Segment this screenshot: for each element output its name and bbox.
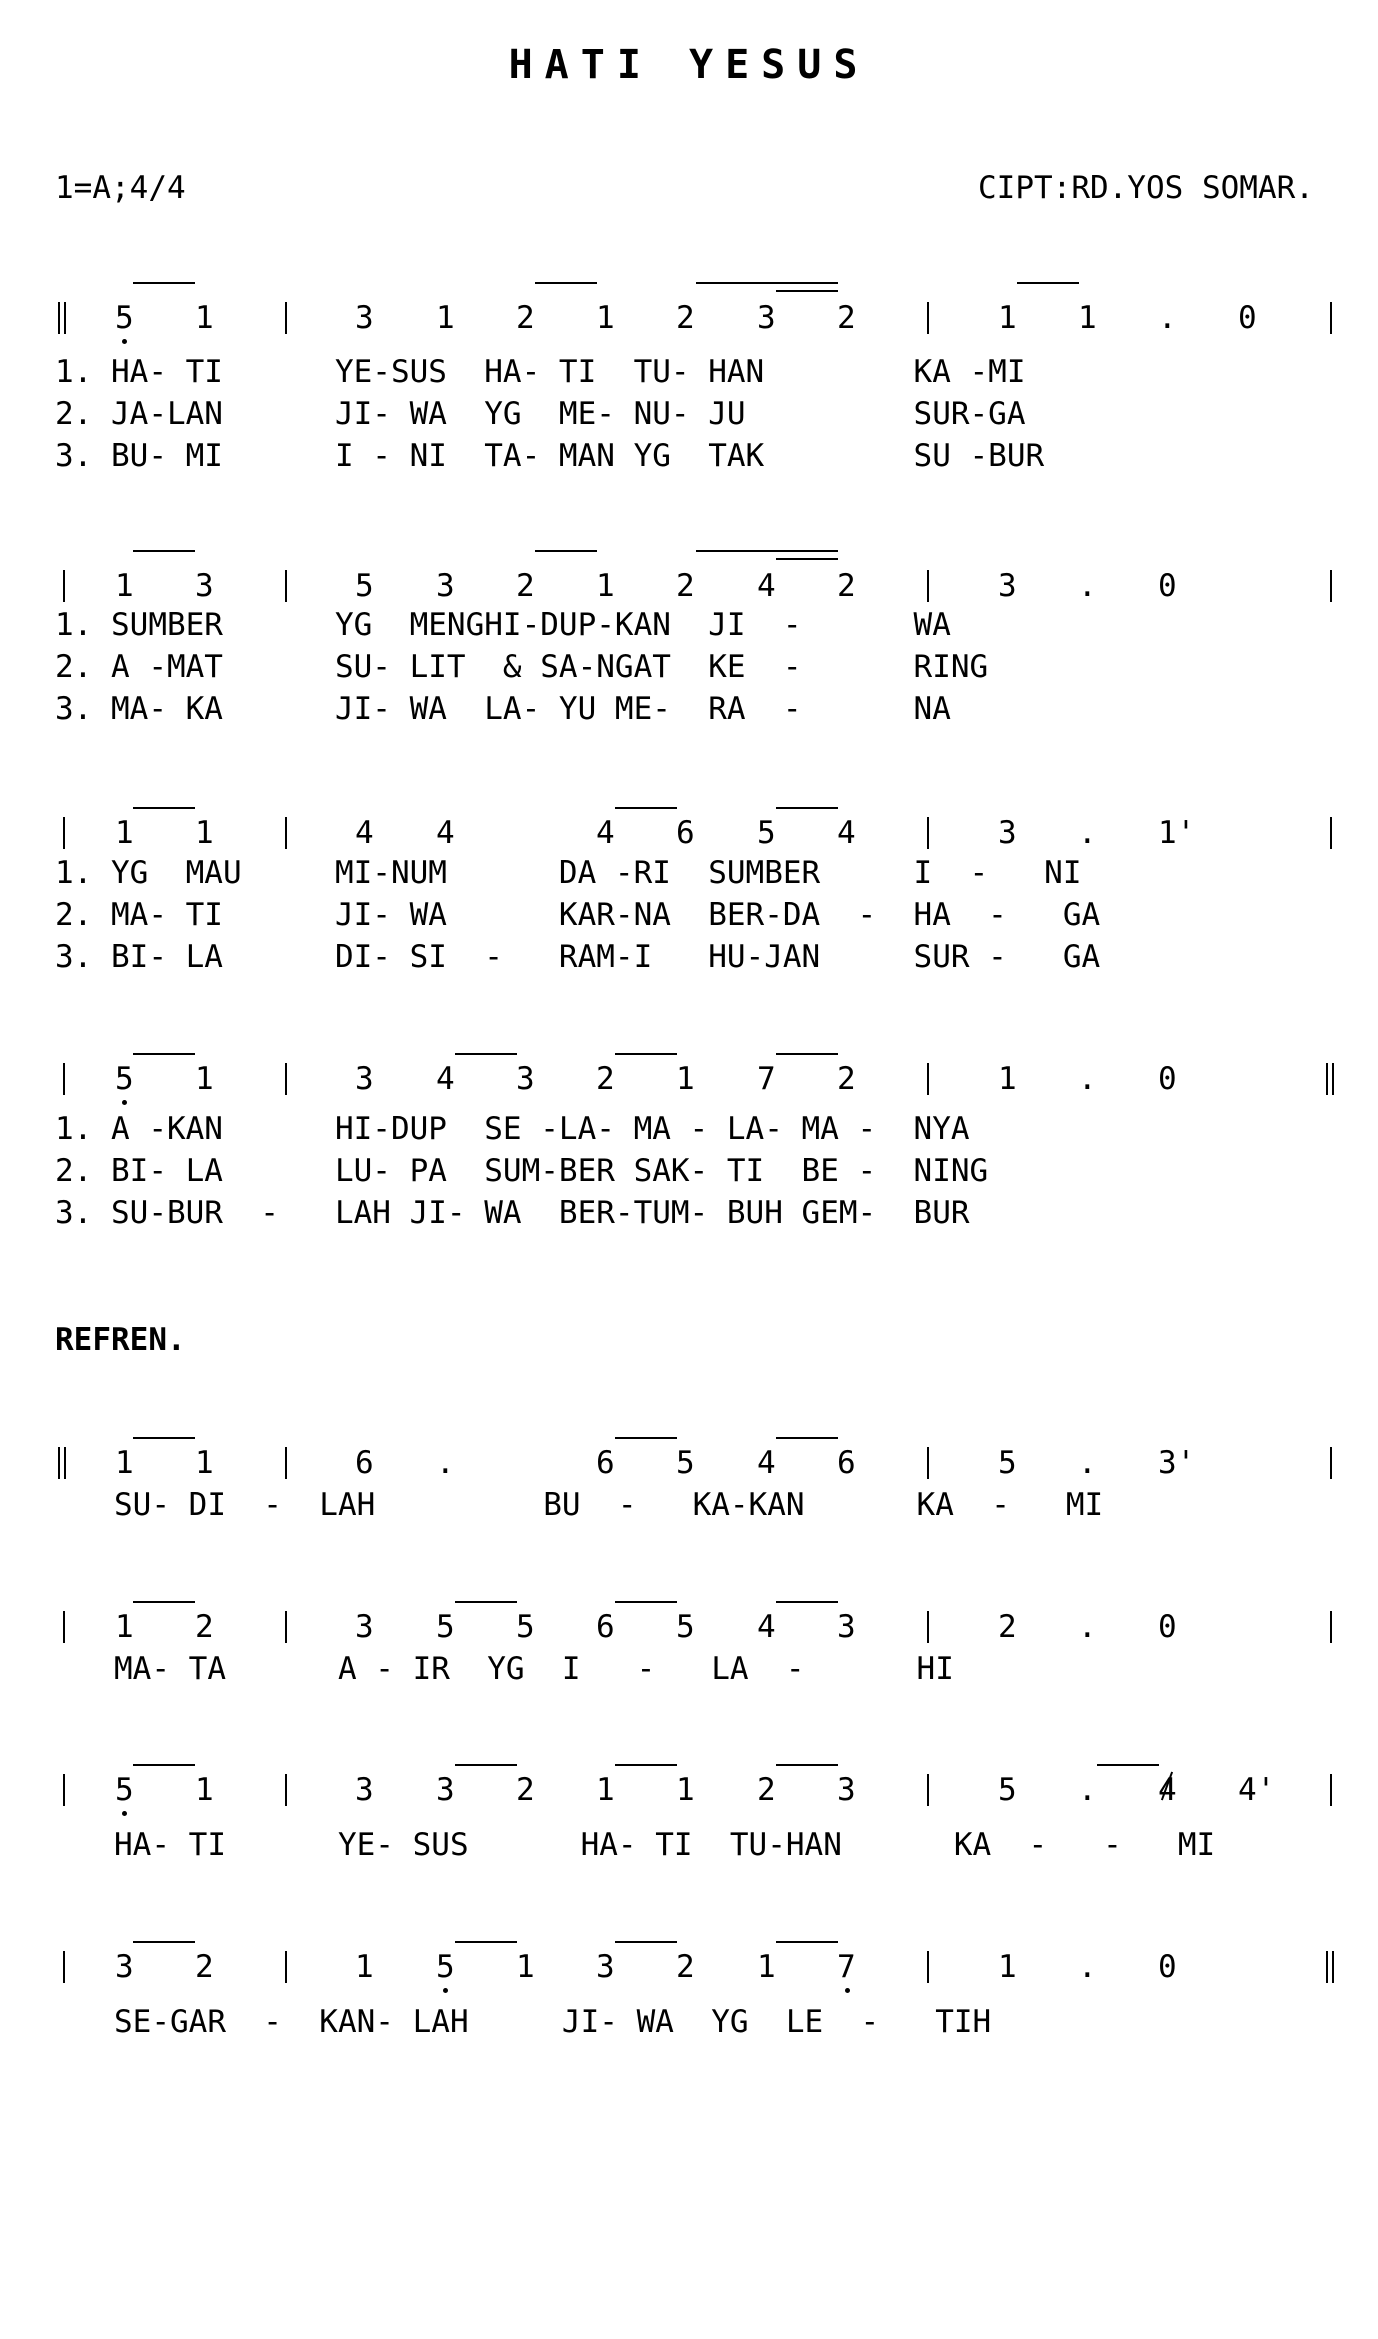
note: 2 bbox=[676, 1949, 695, 1985]
beam-line bbox=[615, 807, 677, 809]
note: 5 bbox=[115, 1772, 134, 1808]
lower-octave-dot bbox=[122, 1811, 127, 1816]
beam-line bbox=[133, 807, 195, 809]
note: . bbox=[436, 1445, 455, 1481]
note: 3 bbox=[596, 1949, 615, 1985]
note: 1 bbox=[998, 1949, 1017, 1985]
note: 2 bbox=[516, 568, 535, 604]
beam-line bbox=[776, 1941, 838, 1943]
lyric-line: 1. YG MAU MI-NUM DA -RI SUMBER I - NI bbox=[55, 855, 1082, 891]
note: 1 bbox=[998, 1061, 1017, 1097]
note: 4' bbox=[1238, 1772, 1276, 1808]
lyric-line: 3. BI- LA DI- SI - RAM-I HU-JAN SUR - GA bbox=[55, 939, 1101, 975]
beam-line bbox=[776, 558, 838, 560]
note: 2 bbox=[516, 1772, 535, 1808]
note: 5 bbox=[436, 1609, 455, 1645]
beam-line bbox=[133, 1764, 195, 1766]
beam-line bbox=[776, 1053, 838, 1055]
note: 0 bbox=[1158, 568, 1177, 604]
beam-line bbox=[535, 550, 597, 552]
beam-line bbox=[133, 1601, 195, 1603]
beam-line bbox=[1097, 1764, 1159, 1766]
note: 2 bbox=[998, 1609, 1017, 1645]
barline bbox=[1330, 1774, 1332, 1806]
note: 3 bbox=[436, 568, 455, 604]
lower-octave-dot bbox=[443, 1988, 448, 1993]
barline bbox=[285, 570, 287, 602]
barline bbox=[63, 817, 65, 849]
barline bbox=[1330, 1447, 1332, 1479]
note: 1 bbox=[998, 300, 1017, 336]
note: 3 bbox=[757, 300, 776, 336]
lyric-line: 1. A -KAN HI-DUP SE -LA- MA - LA- MA - NYA bbox=[55, 1111, 970, 1147]
note: 2 bbox=[596, 1061, 615, 1097]
beam-line bbox=[1017, 282, 1079, 284]
beam-line bbox=[615, 1941, 677, 1943]
note: 3 bbox=[516, 1061, 535, 1097]
note: 1 bbox=[195, 1061, 214, 1097]
beam-line bbox=[133, 282, 195, 284]
beam-line bbox=[776, 290, 838, 292]
note: 5 bbox=[355, 568, 374, 604]
barline bbox=[63, 1611, 65, 1643]
note: 1 bbox=[355, 1949, 374, 1985]
note: 2 bbox=[837, 1061, 856, 1097]
note: 3 bbox=[115, 1949, 134, 1985]
note: 3 bbox=[837, 1609, 856, 1645]
lower-octave-dot bbox=[122, 339, 127, 344]
note: 1 bbox=[195, 300, 214, 336]
beam-line bbox=[133, 1053, 195, 1055]
note: 1 bbox=[676, 1772, 695, 1808]
note: 1' bbox=[1158, 815, 1196, 851]
beam-line bbox=[696, 282, 838, 284]
beam-line bbox=[133, 550, 195, 552]
note: 4 bbox=[1158, 1772, 1177, 1808]
note: 3 bbox=[837, 1772, 856, 1808]
beam-line bbox=[776, 1764, 838, 1766]
note: 4 bbox=[757, 568, 776, 604]
note: 1 bbox=[115, 1445, 134, 1481]
note: 3 bbox=[355, 1772, 374, 1808]
note: 5 bbox=[676, 1609, 695, 1645]
beam-line bbox=[696, 550, 838, 552]
barline bbox=[927, 1063, 929, 1095]
barline bbox=[63, 1774, 65, 1806]
lyric-line: 2. A -MAT SU- LIT & SA-NGAT KE - RING bbox=[55, 649, 989, 685]
note: . bbox=[1078, 1949, 1097, 1985]
note: 1 bbox=[115, 815, 134, 851]
note: 5 bbox=[676, 1445, 695, 1481]
beam-line bbox=[615, 1053, 677, 1055]
note: 5 bbox=[998, 1772, 1017, 1808]
note: 6 bbox=[837, 1445, 856, 1481]
note: 3' bbox=[1158, 1445, 1196, 1481]
barline bbox=[927, 1774, 929, 1806]
note: 3 bbox=[355, 1061, 374, 1097]
beam-line bbox=[615, 1601, 677, 1603]
double-barline bbox=[1326, 1063, 1334, 1095]
beam-line bbox=[615, 1437, 677, 1439]
note: 5 bbox=[757, 815, 776, 851]
beam-line bbox=[455, 1053, 517, 1055]
lyric-line: 2. BI- LA LU- PA SUM-BER SAK- TI BE - NING bbox=[55, 1153, 989, 1189]
note: 2 bbox=[676, 568, 695, 604]
barline bbox=[285, 302, 287, 334]
note: 5 bbox=[115, 1061, 134, 1097]
barline bbox=[927, 302, 929, 334]
double-barline bbox=[58, 302, 66, 334]
note: 1 bbox=[195, 1445, 214, 1481]
beam-line bbox=[776, 807, 838, 809]
note: 0 bbox=[1238, 300, 1257, 336]
barline bbox=[927, 1951, 929, 1983]
note: 4 bbox=[436, 815, 455, 851]
note: 2 bbox=[837, 568, 856, 604]
barline bbox=[63, 570, 65, 602]
lyric-line: MA- TA A - IR YG I - LA - HI bbox=[114, 1651, 954, 1687]
lyric-line: 1. SUMBER YG MENGHI-DUP-KAN JI - WA bbox=[55, 607, 951, 643]
note: 1 bbox=[1078, 300, 1097, 336]
note: 2 bbox=[676, 300, 695, 336]
beam-line bbox=[455, 1764, 517, 1766]
refrain-heading: REFREN. bbox=[55, 1322, 186, 1358]
note: 3 bbox=[998, 815, 1017, 851]
note: 1 bbox=[596, 1772, 615, 1808]
note: . bbox=[1078, 568, 1097, 604]
beam-line bbox=[776, 1601, 838, 1603]
beam-line bbox=[133, 1437, 195, 1439]
note: 1 bbox=[436, 300, 455, 336]
note: 4 bbox=[837, 815, 856, 851]
beam-line bbox=[455, 1941, 517, 1943]
note: 4 bbox=[355, 815, 374, 851]
barline bbox=[927, 1447, 929, 1479]
note: 2 bbox=[757, 1772, 776, 1808]
barline bbox=[1330, 1611, 1332, 1643]
barline bbox=[285, 1774, 287, 1806]
barline bbox=[927, 1611, 929, 1643]
note: 1 bbox=[596, 568, 615, 604]
song-title: HATI YESUS bbox=[508, 42, 870, 88]
note: 7 bbox=[757, 1061, 776, 1097]
note: 2 bbox=[195, 1609, 214, 1645]
barline bbox=[927, 817, 929, 849]
lyric-line: SU- DI - LAH BU - KA-KAN KA - MI bbox=[114, 1487, 1104, 1523]
note: 4 bbox=[436, 1061, 455, 1097]
note: 3 bbox=[998, 568, 1017, 604]
barline bbox=[285, 1951, 287, 1983]
note: 3 bbox=[195, 568, 214, 604]
barline bbox=[1330, 302, 1332, 334]
beam-line bbox=[615, 1764, 677, 1766]
note: . bbox=[1078, 1061, 1097, 1097]
double-barline bbox=[1326, 1951, 1334, 1983]
note: 4 bbox=[757, 1609, 776, 1645]
note: 0 bbox=[1158, 1609, 1177, 1645]
beam-line bbox=[535, 282, 597, 284]
note: 6 bbox=[596, 1445, 615, 1481]
barline bbox=[1330, 570, 1332, 602]
barline bbox=[285, 817, 287, 849]
lyric-line: 2. MA- TI JI- WA KAR-NA BER-DA - HA - GA bbox=[55, 897, 1101, 933]
note: . bbox=[1078, 1772, 1097, 1808]
note: 1 bbox=[195, 815, 214, 851]
beam-line bbox=[455, 1601, 517, 1603]
lyric-line: 3. MA- KA JI- WA LA- YU ME- RA - NA bbox=[55, 691, 951, 727]
barline bbox=[285, 1611, 287, 1643]
key-signature: 1=A;4/4 bbox=[55, 170, 186, 206]
beam-line bbox=[133, 1941, 195, 1943]
barline bbox=[927, 570, 929, 602]
barline bbox=[1330, 817, 1332, 849]
note: 3 bbox=[436, 1772, 455, 1808]
lyric-line: SE-GAR - KAN- LAH JI- WA YG LE - TIH bbox=[114, 2004, 992, 2040]
lower-octave-dot bbox=[845, 1988, 850, 1993]
note: 5 bbox=[115, 300, 134, 336]
composer-credit: CIPT:RD.YOS SOMAR. bbox=[978, 170, 1314, 206]
note: 1 bbox=[115, 568, 134, 604]
note: 1 bbox=[516, 1949, 535, 1985]
note: 6 bbox=[676, 815, 695, 851]
barline bbox=[285, 1447, 287, 1479]
barline bbox=[63, 1951, 65, 1983]
lyric-line: 1. HA- TI YE-SUS HA- TI TU- HAN KA -MI bbox=[55, 354, 1026, 390]
note: 2 bbox=[195, 1949, 214, 1985]
note: 3 bbox=[355, 1609, 374, 1645]
note: 4 bbox=[596, 815, 615, 851]
note: . bbox=[1078, 1609, 1097, 1645]
note: 1 bbox=[596, 300, 615, 336]
note: 1 bbox=[757, 1949, 776, 1985]
barline bbox=[63, 1063, 65, 1095]
lyric-line: 3. SU-BUR - LAH JI- WA BER-TUM- BUH GEM- BUR bbox=[55, 1195, 970, 1231]
note: 5 bbox=[998, 1445, 1017, 1481]
note: 3 bbox=[355, 300, 374, 336]
lyric-line: 2. JA-LAN JI- WA YG ME- NU- JU SUR-GA bbox=[55, 396, 1026, 432]
lyric-line: HA- TI YE- SUS HA- TI TU-HAN KA - - MI bbox=[114, 1827, 1216, 1863]
note: . bbox=[1158, 300, 1177, 336]
note: 6 bbox=[596, 1609, 615, 1645]
note: 0 bbox=[1158, 1061, 1177, 1097]
double-barline bbox=[58, 1447, 66, 1479]
note: 1 bbox=[676, 1061, 695, 1097]
note: . bbox=[1078, 815, 1097, 851]
note: 2 bbox=[837, 300, 856, 336]
lyric-line: 3. BU- MI I - NI TA- MAN YG TAK SU -BUR bbox=[55, 438, 1045, 474]
note: 1 bbox=[195, 1772, 214, 1808]
note: 5 bbox=[436, 1949, 455, 1985]
lower-octave-dot bbox=[122, 1100, 127, 1105]
note: . bbox=[1078, 1445, 1097, 1481]
note: 0 bbox=[1158, 1949, 1177, 1985]
note: 6 bbox=[355, 1445, 374, 1481]
note: 4 bbox=[757, 1445, 776, 1481]
note: 2 bbox=[516, 300, 535, 336]
note: 5 bbox=[516, 1609, 535, 1645]
beam-line bbox=[776, 1437, 838, 1439]
note: 7 bbox=[837, 1949, 856, 1985]
note: 1 bbox=[115, 1609, 134, 1645]
barline bbox=[285, 1063, 287, 1095]
